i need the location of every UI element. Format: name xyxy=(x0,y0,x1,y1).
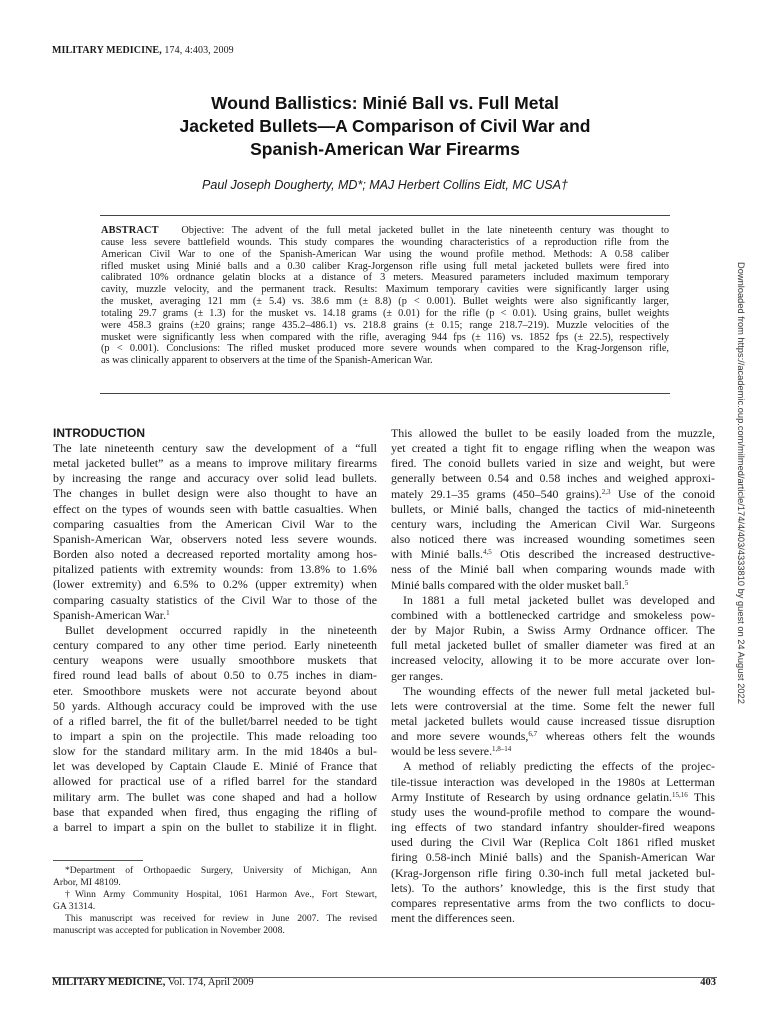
body-line: der by Major Rubin, a Swiss Army Ordnance officer. The xyxy=(391,623,715,638)
body-text: whereas others felt the wounds xyxy=(537,729,715,744)
abstract-line: the musket, averaging 121 mm (± 5.4) vs. 38.6 mm (± 8.8) (p < 0.001). Bullet weights were also significantly larger, xyxy=(101,296,669,308)
body-line: ment the differences seen. xyxy=(391,911,515,925)
right-column xyxy=(391,426,715,926)
footnote-line: GA 31314. xyxy=(53,901,96,912)
body-line: slow for the standard military arm. In the mid 1840s a bul- xyxy=(53,744,377,759)
running-head xyxy=(52,45,234,56)
footer-journal: MILITARY MEDICINE, xyxy=(52,977,166,988)
journal-name: MILITARY MEDICINE, xyxy=(52,45,162,56)
body-line: generally between 0.54 and 0.58 inches and weighed approxi- xyxy=(391,471,715,486)
body-line: military arm. The bullet was cone shaped and had a hollow xyxy=(53,789,377,804)
body-line: lets were controversial at the time. Some felt the newer full xyxy=(391,698,715,713)
body-line: also noticed there was increased wounding sometimes seen xyxy=(391,532,715,547)
body-line: fired. The conoid bullets varied in size and weight, but were xyxy=(391,456,715,471)
abstract-line: calibrated 10% ordnance gelatin blocks at a distance of 3 meters. Measured parameters included maximum temporary xyxy=(101,272,669,284)
body-line: eter. Smoothbore muskets were not accurate beyond about xyxy=(53,683,377,698)
abstract-line xyxy=(101,225,669,237)
citation-ref: 5 xyxy=(624,578,629,587)
body-line: allowed for practical use of a rifled barrel for the standard xyxy=(53,774,377,789)
body-line: In 1881 a full metal jacketed bullet was developed and xyxy=(403,592,715,607)
abstract-line: (p < 0.001). Conclusions: The rifled musket produced more severe wounds when compared to the Krag-Jorgenson rifle, xyxy=(101,343,669,355)
body-line: combined with a bottlenecked cartridge and smokeless pow- xyxy=(391,607,715,622)
citation-ref: 4,5 xyxy=(482,548,492,557)
article-title xyxy=(60,92,710,161)
body-line: The wounding effects of the newer full metal jacketed bul- xyxy=(403,683,715,698)
body-line: fired round lead balls of about 0.50 to 0.75 inches in diam- xyxy=(53,668,377,683)
abstract-line: cavity, muzzle velocity, and the permanent track. Results: Maximum temporary cavities were significantly larger using xyxy=(101,284,669,296)
body-line: comparing casualties from the American Civil War to the xyxy=(53,516,377,531)
download-note: Downloaded from https://academic.oup.com/milmed/article/174/4/403/4333810 by guest on 24 August 2022 xyxy=(736,262,746,704)
body-line: yet created a tight fit to engage rifling when the weapon was xyxy=(391,441,715,456)
body-line xyxy=(391,744,715,759)
footnote-line: *Department of Orthopaedic Surgery, University of Michigan, Ann xyxy=(65,865,377,876)
body-line: firing 0.58-inch Minié balls) and the Spanish-American War xyxy=(391,850,715,865)
body-line: to impart a spin on the projectile. This made reloading too xyxy=(53,728,377,743)
citation-ref: 2,3 xyxy=(601,487,611,496)
abstract-line: were 458.3 grains (±20 grains; range 435.2–486.1) vs. 218.8 grains (± 0.15; range 218.7–219). Muzzle velocities of the xyxy=(101,319,669,331)
footnote-line: manuscript was accepted for publication in November 2008. xyxy=(53,925,285,936)
body-line: The late nineteenth century saw the development of a “full xyxy=(53,441,377,455)
body-line: Spanish-American War, observers noted less severe wounds. xyxy=(53,531,377,546)
body-text: Otis described the increased destructive- xyxy=(491,547,715,562)
footnote-rule xyxy=(53,860,143,861)
body-line: ger ranges. xyxy=(391,668,444,683)
title-line: Spanish-American War Firearms xyxy=(250,139,520,159)
footnotes xyxy=(53,865,377,937)
body-line xyxy=(391,487,715,502)
citation-ref: 6,7 xyxy=(528,730,538,739)
body-line: lets). To the authors’ knowledge, this is the first study that xyxy=(391,880,715,895)
body-line: century compared to any other time period. Early nineteenth xyxy=(53,638,377,653)
body-line: bullets, or Minié balls, changed the tactics of mid-nineteenth xyxy=(391,501,715,516)
body-line xyxy=(391,547,715,562)
author-list: Paul Joseph Dougherty, MD*; MAJ Herbert Collins Eidt, MC USA† xyxy=(202,178,568,192)
citation-ref: 1,8–14 xyxy=(492,745,512,754)
title-line: Jacketed Bullets—A Comparison of Civil War and xyxy=(179,116,591,136)
abstract-line: rifled musket using Minié balls and a 0.30 caliber Krag-Jorgenson rifle using full metal jacketed bullets were fired into xyxy=(101,260,669,272)
abstract-label: ABSTRACT xyxy=(101,225,159,236)
body-text: and more severe wounds, xyxy=(391,729,529,744)
abstract-line: totaling 29.7 grams (± 1.3) for the musket vs. 14.18 grams (± 0.01) for the rifle (p < 0.01). Using grains, bullet weights xyxy=(101,307,669,319)
abstract-line: American Civil War to one of the Spanish-American War using the wound profile method. Methods: A 0.58 caliber xyxy=(101,248,669,260)
body-line: metal jacketed bullet” as a means to improve military firearms xyxy=(53,456,377,471)
abstract-bottom-rule xyxy=(100,393,670,394)
body-line: ness of the Minié ball when comparing wounds made with xyxy=(391,562,715,577)
body-text: Use of the conoid xyxy=(610,486,715,501)
citation-ref: 15,16 xyxy=(672,790,688,799)
body-line: metal jacketed bullets would cause increased tissue disruption xyxy=(391,713,715,728)
body-line: ing effects of two standard infantry shoulder-fired weapons xyxy=(391,820,715,835)
body-text: This xyxy=(687,789,715,804)
body-line: century wars, including the American Civil War. Surgeons xyxy=(391,516,715,531)
citation-ref: 1 xyxy=(166,608,170,617)
footnote-line: Arbor, MI 48109. xyxy=(53,877,121,888)
body-line: The changes in bullet design were also thought to have an xyxy=(53,486,377,501)
body-text: Minié balls compared with the older musket ball. xyxy=(391,577,625,592)
body-line: Borden also noted a decreased reported mortality among hos- xyxy=(53,547,377,562)
body-line: base that expanded when fired, thus engaging the rifling of xyxy=(53,804,377,819)
body-line: by increasing the range and accuracy over solid lead bullets. xyxy=(53,471,377,486)
body-line: (Krag-Jorgenson rifle firing 0.30-inch full metal jacketed bul- xyxy=(391,865,715,880)
footer-issue: Vol. 174, April 2009 xyxy=(165,977,254,988)
body-line: a barrel to impart a spin on the bullet to stabilize it in flight. xyxy=(53,819,377,834)
body-text: mately 29.1–35 grams (450–540 grains). xyxy=(391,486,602,501)
abstract-top-rule xyxy=(100,215,670,216)
body-line: comparing casualty statistics of the Civil War to those of the xyxy=(53,592,377,607)
left-column xyxy=(53,426,377,835)
body-text: Spanish-American War. xyxy=(53,607,167,622)
abstract-line: as was clinically apparent to observers at the time of the Spanish-American War. xyxy=(101,355,433,367)
body-line: full metal jacketed bullet of smaller diameter was fired at an xyxy=(391,638,715,653)
body-line xyxy=(391,729,715,744)
body-line: century weapons were usually smoothbore muskets that xyxy=(53,653,377,668)
body-line: study uses the wound-profile method to compare the wound- xyxy=(391,804,715,819)
body-line: used during the Civil War (Replica Colt 1861 rifled musket xyxy=(391,835,715,850)
footnote-line: This manuscript was received for review in June 2007. The revised xyxy=(65,913,377,924)
citation: 174, 4:403, 2009 xyxy=(161,45,234,56)
body-line xyxy=(391,790,715,805)
body-line: (lower extremity) and 6.5% to 0.2% (upper extremity) when xyxy=(53,577,377,592)
body-line: tile-tissue interaction was developed in the 1980s at Letterman xyxy=(391,774,715,789)
body-text: Army Institute of Research by using ordnance gelatin. xyxy=(391,789,672,804)
body-text: with Minié balls. xyxy=(391,547,483,562)
page-number: 403 xyxy=(700,977,716,988)
abstract-text: Objective: The advent of the full metal jacketed bullet in the late nineteenth century was thought to xyxy=(181,225,669,236)
body-line: pitalized patients with extremity wounds: from 13.8% to 1.6% xyxy=(53,562,377,577)
abstract-line: cause less severe battlefield wounds. This study compares the wounding characteristics of a reproduction rifle from the xyxy=(101,236,669,248)
body-line xyxy=(53,608,377,623)
abstract-line: musket were significantly less when compared with the rifle, averaging 944 fps (± 116) vs. 1852 fps (± 22.5), respectively xyxy=(101,331,669,343)
body-line: of a rifled barrel, the fit of the bullet/barrel needed to be tight xyxy=(53,713,377,728)
body-line: increased velocity, allowing it to be more accurate over lon- xyxy=(391,653,715,668)
body-line: This allowed the bullet to be easily loaded from the muzzle, xyxy=(391,426,715,440)
body-line: compares representative arms from the two conflicts to docu- xyxy=(391,895,715,910)
body-line: Bullet development occurred rapidly in the nineteenth xyxy=(65,622,377,637)
title-line: Wound Ballistics: Minié Ball vs. Full Metal xyxy=(211,93,559,113)
body-line: 50 yards. Although accuracy could be improved with the use xyxy=(53,698,377,713)
footer-citation xyxy=(52,977,254,988)
body-line xyxy=(391,578,715,593)
body-line: effect on the types of wounds seen with battle casualties. When xyxy=(53,501,377,516)
section-heading: INTRODUCTION xyxy=(53,426,145,440)
body-line: let was developed by Captain Claude E. Minié of France that xyxy=(53,759,377,774)
download-watermark xyxy=(733,262,749,762)
body-text: would be less severe. xyxy=(391,744,493,759)
body-line: A method of reliably predicting the effects of the projec- xyxy=(403,759,715,774)
abstract xyxy=(101,225,669,367)
footnote-line: †Winn Army Community Hospital, 1061 Harmon Ave., Fort Stewart, xyxy=(65,889,377,900)
